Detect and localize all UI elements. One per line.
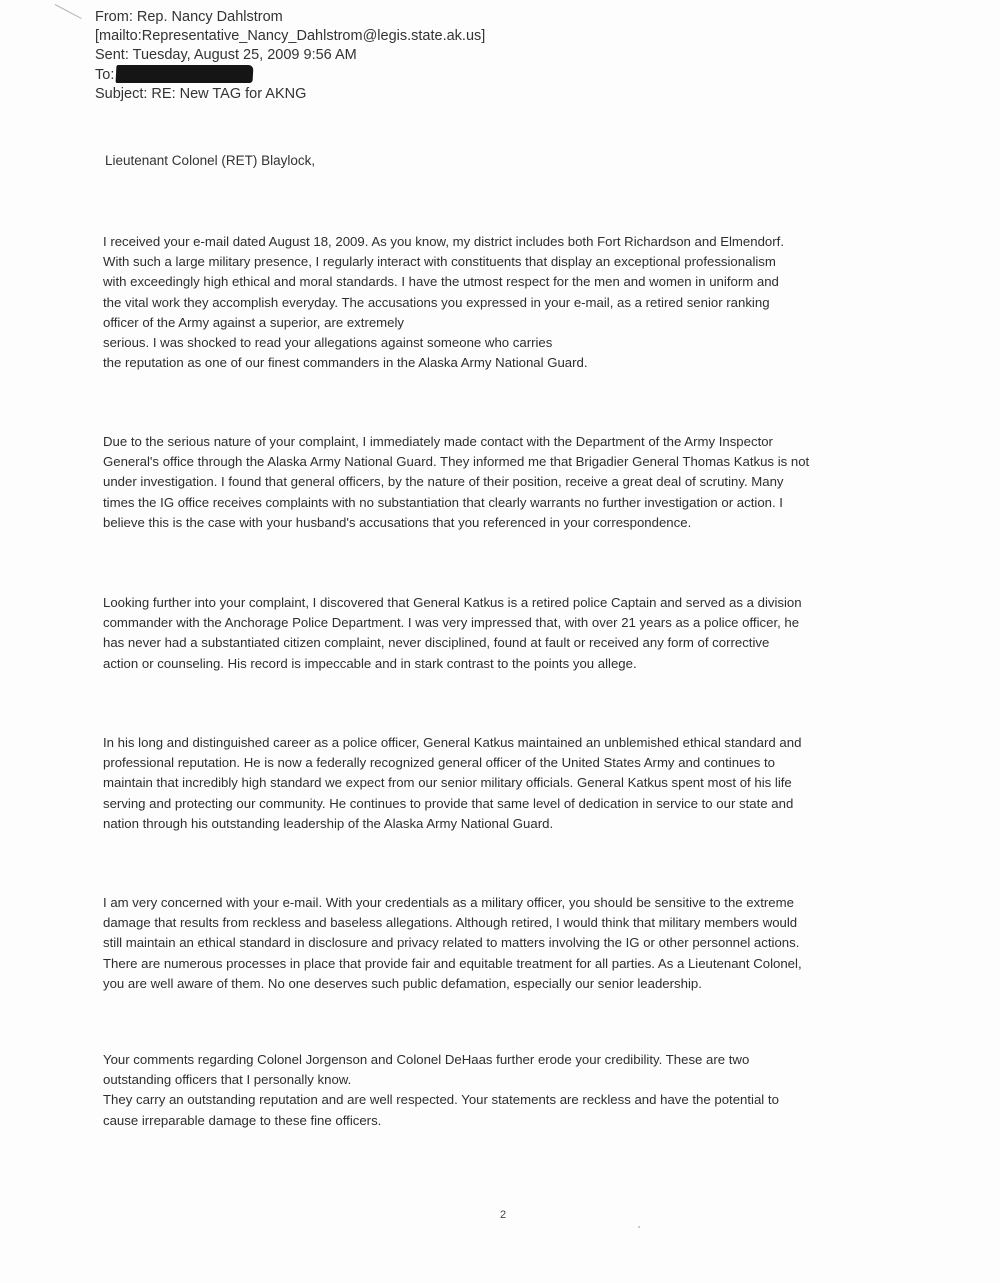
text-line: With such a large military presence, I regularly interact with constituents that display an exceptional professionalism (103, 254, 776, 270)
text-line: General's office through the Alaska Army National Guard. They informed me that Brigadier General Thomas Katkus is not (103, 454, 810, 470)
text-line: Due to the serious nature of your complaint, I immediately made contact with the Department of the Army Inspector (103, 434, 773, 449)
scan-artifact-line (55, 4, 82, 19)
text-line: serving and protecting our community. He continues to provide that same level of dedication in service to our state and (103, 795, 794, 811)
text-line: Your comments regarding Colonel Jorgenson and Colonel DeHaas further erode your credibility. These are two (103, 1052, 750, 1067)
paragraph (103, 432, 923, 533)
to-label: To: (95, 67, 115, 83)
text-line: with exceedingly high ethical and moral standards. I have the utmost respect for the men and women in uniform and (103, 274, 779, 290)
text-line: believe this is the case with your husband's accusations that you referenced in your correspondence. (103, 514, 692, 530)
paragraph (103, 733, 923, 834)
text-line: I received your e-mail dated August 18, 2009. As you know, my district includes both Fort Richardson and Elmendorf. (103, 234, 784, 249)
text-line: nation through his outstanding leadership of the Alaska Army National Guard. (103, 815, 554, 831)
text-line: still maintain an ethical standard in disclosure and privacy related to matters involving the IG or other personnel actions. (103, 935, 800, 951)
text-line: the reputation as one of our finest commanders in the Alaska Army National Guard. (103, 355, 588, 371)
text-line: times the IG office receives complaints with no substantiation that clearly warrants no further investigation or action. I (103, 494, 783, 510)
salutation: Lieutenant Colonel (RET) Blaylock, (105, 153, 316, 168)
paragraph (103, 593, 923, 674)
paragraph (103, 1050, 923, 1131)
sent-line: Sent: Tuesday, August 25, 2009 9:56 AM (95, 47, 357, 63)
text-line: serious. I was shocked to read your allegations against someone who carries (103, 335, 553, 351)
email-header (95, 8, 695, 104)
text-line: professional reputation. He is now a federally recognized general officer of the United States Army and continues to (103, 755, 775, 771)
from-line: From: Rep. Nancy Dahlstrom (95, 9, 283, 25)
to-line (95, 65, 695, 85)
text-line: In his long and distinguished career as a police officer, General Katkus maintained an unblemished ethical standard and (103, 735, 802, 750)
text-line: action or counseling. His record is impeccable and in stark contrast to the points you allege. (103, 655, 637, 671)
text-line: They carry an outstanding reputation and are well respected. Your statements are reckless and have the potential to (103, 1092, 779, 1108)
text-line: maintain that incredibly high standard we expect from our senior military officials. General Katkus spent most of his life (103, 775, 792, 791)
redaction-block (116, 65, 254, 83)
text-line: under investigation. I found that general officers, by the nature of their position, receive a great deal of scrutiny. Many (103, 474, 784, 490)
text-line: Looking further into your complaint, I discovered that General Katkus is a retired police Captain and served as a division (103, 595, 802, 610)
text-line: has never had a substantiated citizen complaint, never disciplined, found at fault or received any form of corrective (103, 635, 770, 651)
mailto-line: [mailto:Representative_Nancy_Dahlstrom@legis.state.ak.us] (95, 28, 486, 44)
scan-speck (638, 1226, 640, 1228)
text-line: officer of the Army against a superior, are extremely (103, 314, 405, 330)
text-line: I am very concerned with your e-mail. With your credentials as a military officer, you should be sensitive to the extreme (103, 895, 794, 910)
text-line: the vital work they accomplish everyday. The accusations you expressed in your e-mail, as a retired senior ranking (103, 294, 770, 310)
text-line: you are well aware of them. No one deserves such public defamation, especially our senior leadership. (103, 975, 702, 991)
paragraph (103, 232, 923, 373)
text-line: damage that results from reckless and baseless allegations. Although retired, I would think that military members would (103, 915, 798, 931)
text-line: outstanding officers that I personally know. (103, 1072, 352, 1088)
text-line: There are numerous processes in place that provide fair and equitable treatment for all parties. As a Lieutenant Colonel, (103, 955, 802, 971)
text-line: commander with the Anchorage Police Department. I was very impressed that, with over 21 years as a police officer, he (103, 615, 800, 631)
paragraph (103, 893, 923, 994)
text-line: cause irreparable damage to these fine officers. (103, 1112, 382, 1128)
page-number: 2 (500, 1209, 507, 1221)
subject-line: Subject: RE: New TAG for AKNG (95, 86, 307, 102)
